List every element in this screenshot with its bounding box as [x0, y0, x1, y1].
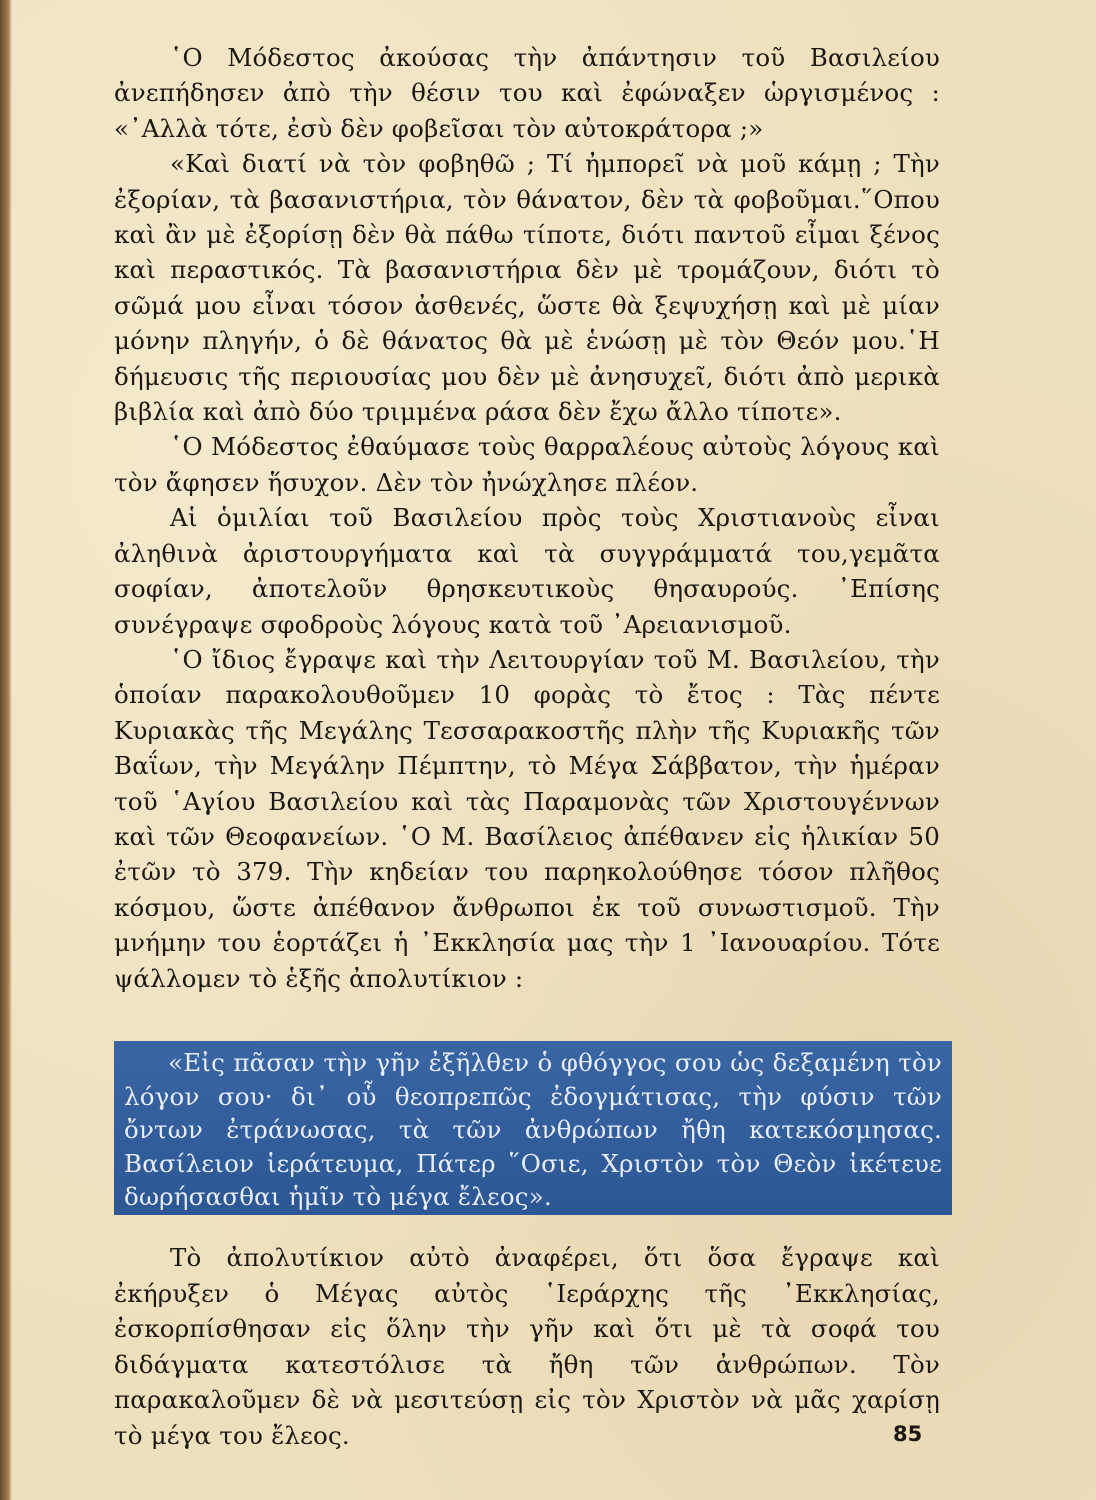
- paragraph-modestos-admired: ῾Ο Μόδεστος ἐθαύμασε τοὺς θαρραλέους αὐτοὺς λόγους καὶ τὸν ἄφησεν ἥσυχον. Δὲν τὸν ἠνώχλησε πλέον.: [114, 432, 940, 497]
- paragraph-modestos-reaction: ῾Ο Μόδεστος ἀκούσας τὴν ἀπάντησιν τοῦ Βασιλείου ἀνεπήδησεν ἀπὸ τὴν θέσιν του καὶ ἐφώναξεν ὡργισμένος : «᾿Αλλὰ τότε, ἐσὺ δὲν φοβεῖσαι τὸν αὐτοκράτορα ;»: [114, 43, 940, 143]
- main-text: [114, 40, 940, 996]
- closing-text: [114, 1240, 940, 1454]
- page-spine-shadow: [0, 0, 12, 1500]
- apolytikion-box: [114, 1041, 952, 1215]
- paragraph-liturgy: ῾Ο ἴδιος ἔγραψε καὶ τὴν Λειτουργίαν τοῦ Μ. Βασιλείου, τὴν ὁποίαν παρακολουθοῦμεν 10 φορὰς τὸ ἔτος : Τὰς πέντε Κυριακὰς τῆς Μεγάλης Τεσσαρακοστῆς πλὴν τῆς Κυριακῆς τῶν Βαΐων, τὴν Μεγάλην Πέμπτην, τὸ Μέγα Σάββατον, τὴν ἡμέραν τοῦ ῾Αγίου Βασιλείου καὶ τὰς Παραμονὰς τῶν Χριστουγέννων καὶ τῶν Θεοφανείων. ῾Ο Μ. Βασίλειος ἀπέθανεν εἰς ἡλικίαν 50 ἐτῶν τὸ 379. Τὴν κηδείαν του παρηκολούθησε τόσον πλῆθος κόσμου, ὥστε ἀπέθανον ἄνθρωποι ἐκ τοῦ συνωστισμοῦ. Τὴν μνήμην του ἑορτάζει ἡ ᾿Εκκλησία μας τὴν 1 ᾿Ιανουαρίου. Τότε ψάλλομεν τὸ ἑξῆς ἀπολυτίκιον :: [114, 644, 940, 993]
- paragraph-basil-reply: «Καὶ διατί νὰ τὸν φοβηθῶ ; Τί ἠμπορεῖ νὰ μοῦ κάμῃ ; Τὴν ἐξορίαν, τὰ βασανιστήρια, τὸν θάνατον, δὲν τὰ φοβοῦμαι.῞Οπου καὶ ἂν μὲ ἐξορίσῃ δὲν θὰ πάθω τίποτε, διότι παντοῦ εἶμαι ξένος καὶ περαστικός. Τὰ βασανιστήρια δὲν μὲ τρομάζουν, διότι τὸ σῶμά μου εἶναι τόσον ἀσθενές, ὥστε θὰ ξεψυχήσῃ καὶ μὲ μίαν μόνην πληγήν, ὁ δὲ θάνατος θὰ μὲ ἑνώσῃ μὲ τὸν Θεόν μου.῾Η δήμευσις τῆς περιουσίας μου δὲν μὲ ἀνησυχεῖ, διότι ἀπὸ μερικὰ βιβλία καὶ ἀπὸ δύο τριμμένα ράσα δὲν ἔχω ἄλλο τίποτε».: [114, 149, 940, 427]
- page-number: 85: [893, 1422, 923, 1446]
- paragraph-closing: Τὸ ἀπολυτίκιον αὐτὸ ἀναφέρει, ὅτι ὅσα ἔγραψε καὶ ἐκήρυξεν ὁ Μέγας αὐτὸς ῾Ιεράρχης τῆς ᾿Εκκλησίας, ἐσκορπίσθησαν εἰς ὅλην τὴν γῆν καὶ ὅτι μὲ τὰ σοφά του διδάγματα κατεστόλισε τὰ ἤθη τῶν ἀνθρώπων. Τὸν παρακαλοῦμεν δὲ νὰ μεσιτεύσῃ εἰς τὸν Χριστὸν νὰ μᾶς χαρίσῃ τὸ μέγα του ἔλεος.: [114, 1243, 940, 1450]
- paragraph-homilies: Αἱ ὁμιλίαι τοῦ Βασιλείου πρὸς τοὺς Χριστιανοὺς εἶναι ἀληθινὰ ἀριστουργήματα καὶ τὰ συγγράμματά του,γεμᾶτα σοφίαν, ἀποτελοῦν θρησκευτικοὺς θησαυρούς. ᾿Επίσης συνέγραψε σφοδροὺς λόγους κατὰ τοῦ ᾿Αρειανισμοῦ.: [114, 503, 940, 639]
- apolytikion-text: «Εἰς πᾶσαν τὴν γῆν ἐξῆλθεν ὁ φθόγγος σου ὡς δεξαμένη τὸν λόγον σου· δι᾿ οὗ θεοπρεπῶς ἐδογμάτισας, τὴν φύσιν τῶν ὄντων ἐτράνωσας, τὰ τῶν ἀνθρώπων ἤθη κατεκόσμησας. Βασίλειον ἱεράτευμα, Πάτερ ῞Οσιε, Χριστὸν τὸν Θεὸν ἱκέτευε δωρήσασθαι ἡμῖν τὸ μέγα ἔλεος».: [124, 1048, 942, 1211]
